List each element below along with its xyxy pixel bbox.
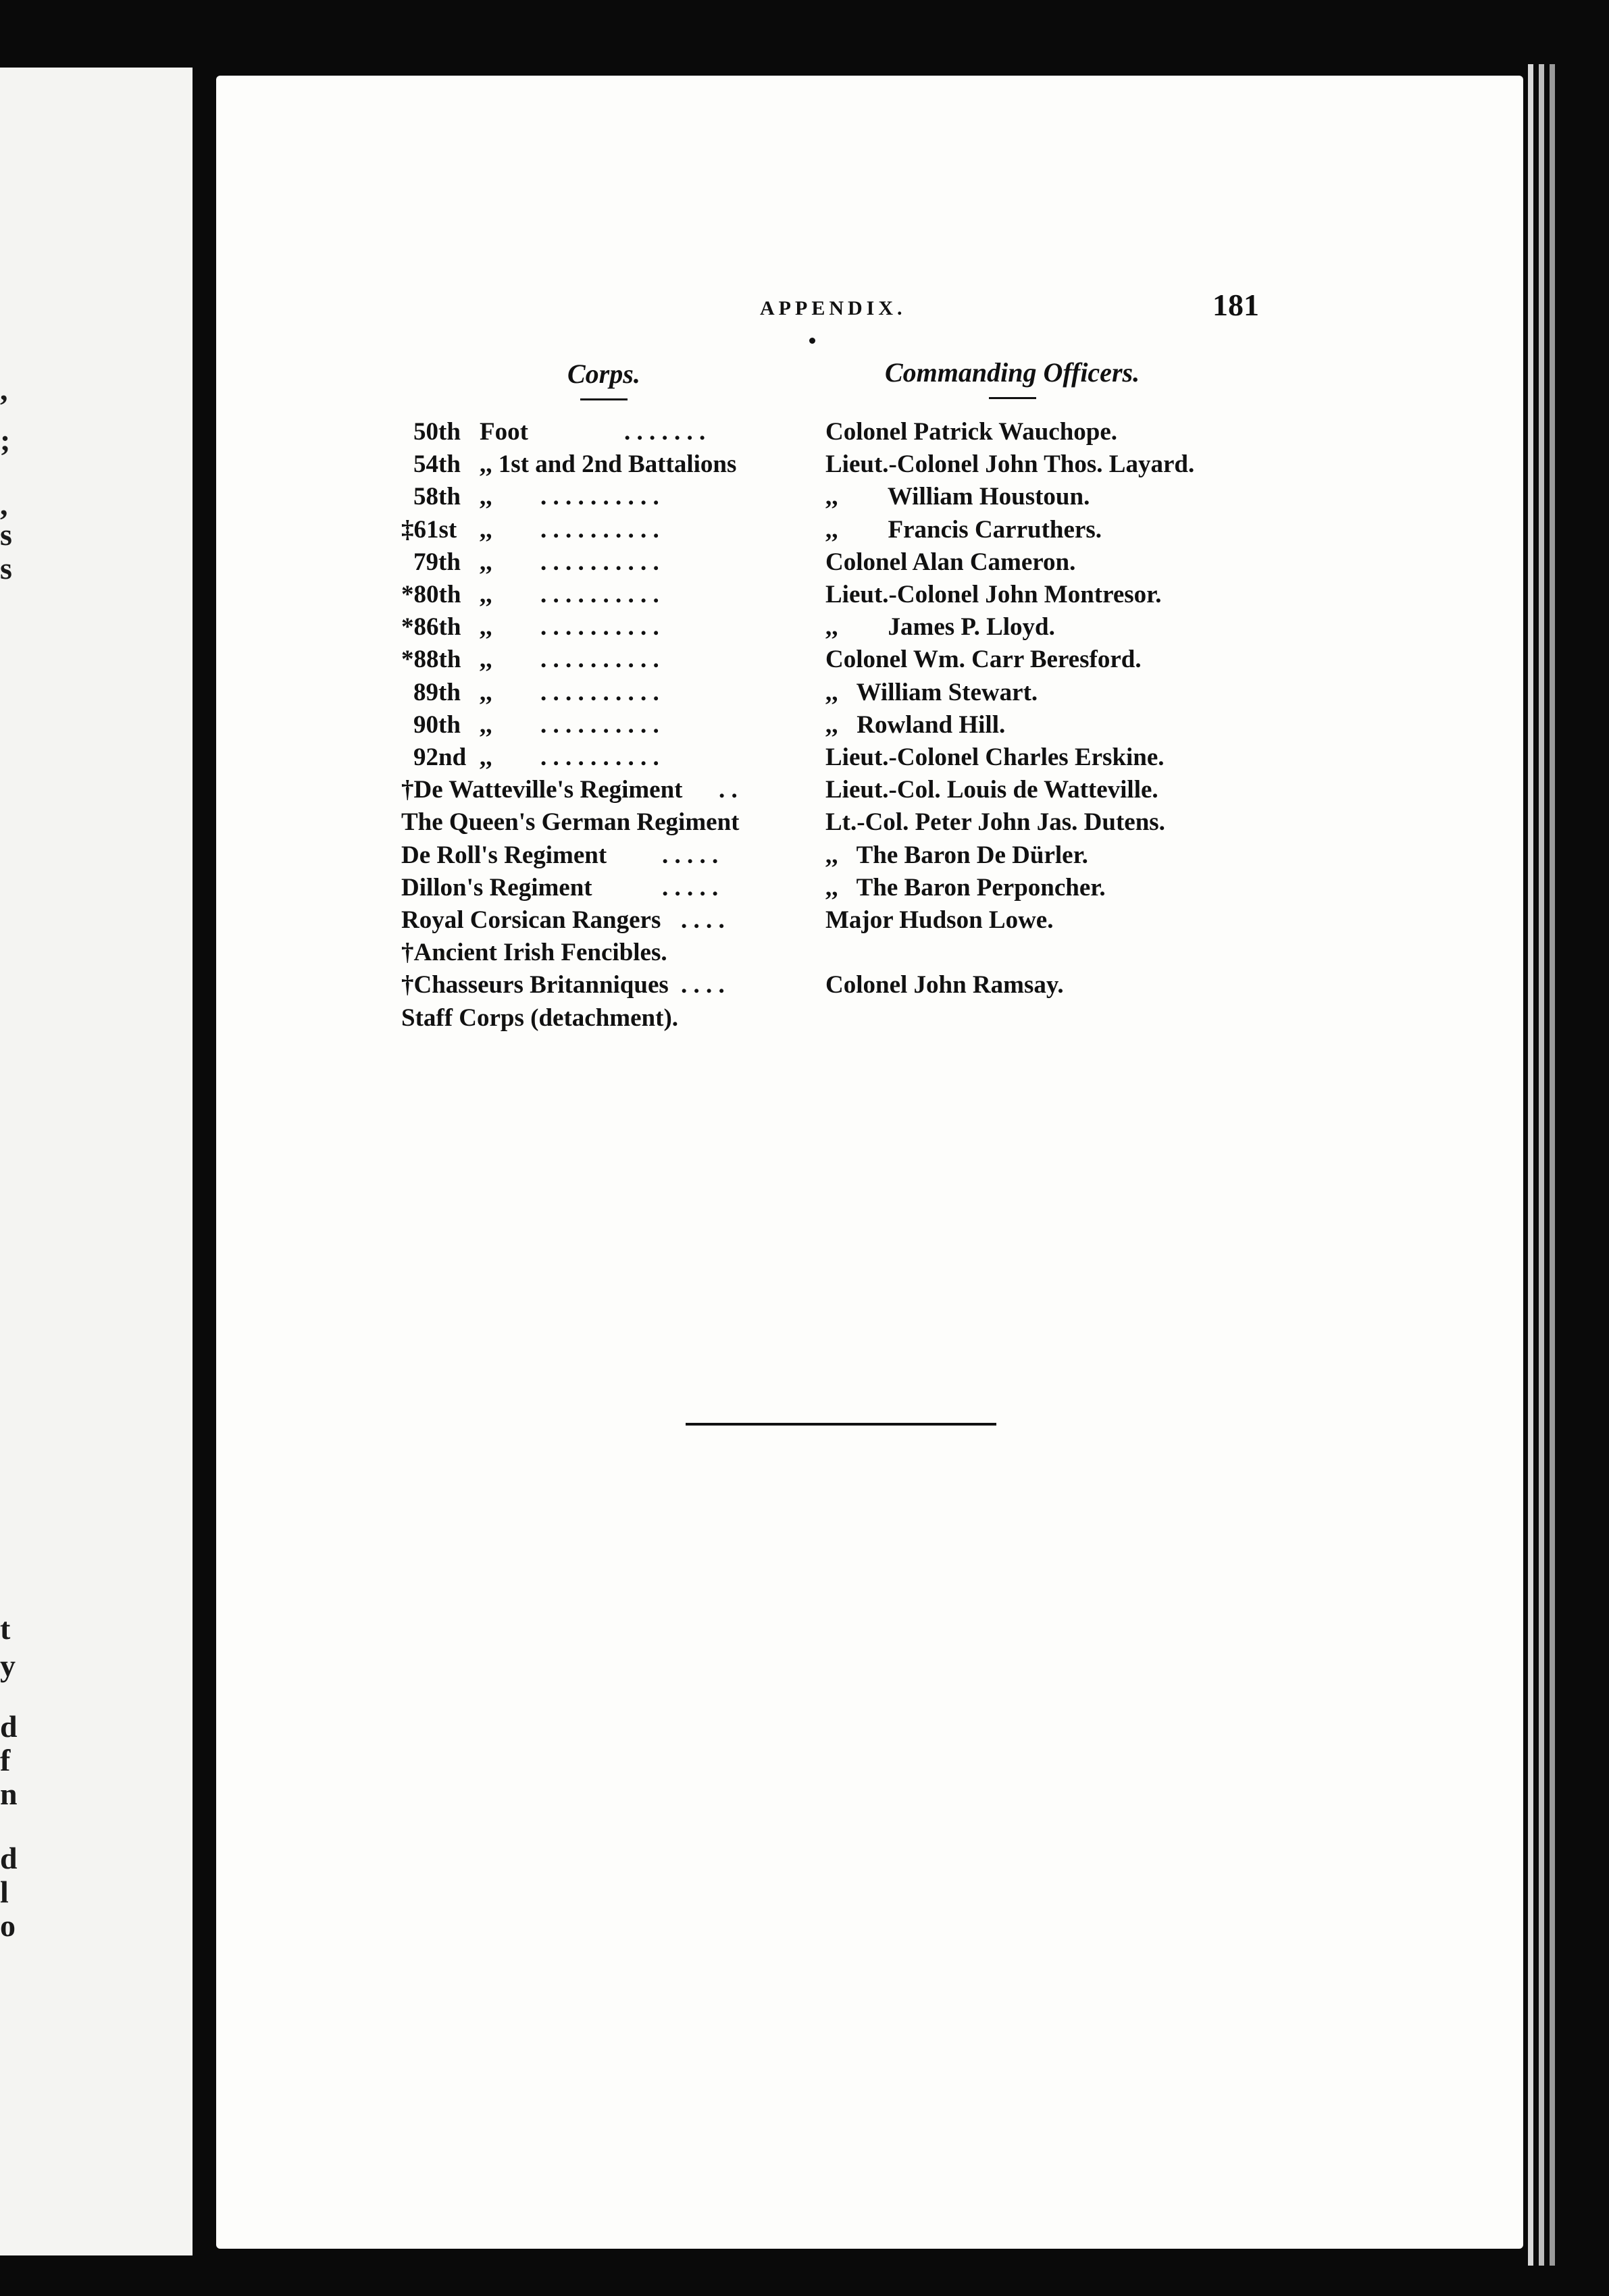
corps-suffix-cell: Foot [480,418,528,446]
officer-cell: Lieut.-Colonel John Thos. Layard. [825,450,1195,479]
table-row [0,548,1307,580]
table-row [0,450,1307,482]
corps-cell: De Roll's Regiment [401,841,607,869]
officer-cell: ,, William Stewart. [825,678,1038,706]
facing-page-fragment: s [0,551,12,585]
table-row [0,612,1307,645]
corps-cell: 50th [413,418,461,446]
running-header: APPENDIX. [760,297,906,319]
facing-page-fragment: n [0,1777,18,1811]
corps-suffix-cell: ,, [480,710,492,739]
facing-page-fragment: y [0,1648,16,1683]
officer-cell: ,, William Houstoun. [825,483,1090,511]
corps-cell: *80th [401,581,461,608]
heading-rule [989,397,1036,399]
leader-dots: . . [719,776,738,804]
corps-cell: 92nd [413,743,467,771]
page-edge [1550,64,1555,2266]
book-page [216,76,1523,2249]
corps-cell: The Queen's German Regiment [401,808,740,837]
leader-dots: . . . . . . . [624,418,706,446]
corps-cell: Dillon's Regiment [401,873,592,902]
officer-cell: Lieut.-Colonel John Montresor. [825,581,1162,608]
facing-page [0,68,193,2255]
corps-suffix-cell: ,, [480,678,492,706]
table-row [0,580,1307,612]
officers-column-heading [885,357,1140,388]
corps-cell: Staff Corps (detachment). [401,1003,679,1032]
leader-dots: . . . . . [662,873,719,902]
table-row [0,515,1307,548]
table-row [0,873,1307,906]
facing-page-fragment: l [0,1875,9,1909]
table-row [0,678,1307,710]
leader-dots: . . . . [681,971,725,999]
officer-cell: Lieut.-Colonel Charles Erskine. [825,743,1165,771]
officers-heading-label: Commanding Officers. [885,357,1140,388]
corps-cell: *88th [401,646,461,674]
corps-cell: 79th [413,548,461,576]
officer-cell: Colonel Patrick Wauchope. [825,418,1118,446]
corps-suffix-cell: ,, [480,548,492,576]
leader-dots: . . . . . [662,841,719,869]
leader-dots: . . . . . . . . . . [540,581,659,608]
corps-suffix-cell: ,, [480,581,492,608]
leader-dots: . . . . . . . . . . [540,613,659,642]
table-row [0,906,1307,938]
table-row [0,775,1307,808]
officer-cell: ,, The Baron De Dürler. [825,841,1088,869]
corps-column-heading [567,358,640,390]
officer-cell: ,, James P. Lloyd. [825,613,1055,642]
facing-page-fragment: ; [0,423,11,457]
corps-cell: 54th [413,450,461,479]
table-row [0,970,1307,1003]
table-row [0,710,1307,743]
corps-suffix-cell: ,, [480,613,492,642]
officer-cell: ,, Francis Carruthers. [825,515,1102,544]
table-row [0,417,1307,450]
leader-dots: . . . . . . . . . . [540,678,659,706]
table-row [0,1003,1307,1036]
leader-dots: . . . . . . . . . . [540,743,659,771]
officer-cell: Lt.-Col. Peter John Jas. Dutens. [825,808,1165,837]
facing-page-fragment: d [0,1841,18,1875]
facing-page-fragment: f [0,1743,11,1777]
corps-cell: 89th [413,678,461,706]
officer-cell: ,, Rowland Hill. [825,710,1006,739]
table-row [0,841,1307,873]
page-edge [1528,64,1533,2266]
facing-page-fragment: , [0,487,8,521]
table-row [0,938,1307,970]
leader-dots: . . . . . . . . . . [540,483,659,511]
corps-suffix-cell: ,, [480,646,492,674]
page-edge [1539,64,1544,2266]
leader-dots: . . . . [681,906,725,934]
officer-cell: Lieut.-Col. Louis de Watteville. [825,776,1158,804]
facing-page-fragment: t [0,1611,11,1646]
officer-cell: Colonel John Ramsay. [825,971,1064,999]
officer-cell: ,, The Baron Perponcher. [825,873,1106,902]
leader-dots: . . . . . . . . . . [540,548,659,576]
officer-cell: Colonel Alan Cameron. [825,548,1076,576]
facing-page-fragment: o [0,1908,16,1943]
separator-rule [686,1423,996,1426]
facing-page-fragment: s [0,517,12,552]
corps-heading-label: Corps. [567,359,640,389]
facing-page-fragment: , [0,372,8,407]
corps-cell: †Chasseurs Britanniques [401,971,669,999]
corps-cell: †Ancient Irish Fencibles. [401,939,667,967]
heading-rule [580,398,628,400]
table-row [0,808,1307,840]
corps-cell: 58th [413,483,461,511]
table-row [0,645,1307,677]
corps-cell: ‡61st [401,515,457,544]
page-number: 181 [1212,288,1259,322]
corps-cell: Royal Corsican Rangers [401,906,661,934]
officer-cell: Colonel Wm. Carr Beresford. [825,646,1142,674]
officer-cell: Major Hudson Lowe. [825,906,1054,934]
corps-suffix-cell: ,, [480,483,492,511]
table-row [0,482,1307,515]
corps-suffix-cell: ,, [480,743,492,771]
corps-suffix-cell: ,, [480,515,492,544]
table-row [0,743,1307,775]
corps-cell: *86th [401,613,461,642]
corps-cell: 90th [413,710,461,739]
leader-dots: . . . . . . . . . . [540,710,659,739]
corps-cell: †De Watteville's Regiment [401,776,683,804]
ornament-dot [809,338,815,344]
leader-dots: . . . . . . . . . . [540,515,659,544]
leader-dots: . . . . . . . . . . [540,646,659,674]
facing-page-fragment: d [0,1709,18,1744]
corps-suffix-cell: ,, 1st and 2nd Battalions [480,450,737,479]
